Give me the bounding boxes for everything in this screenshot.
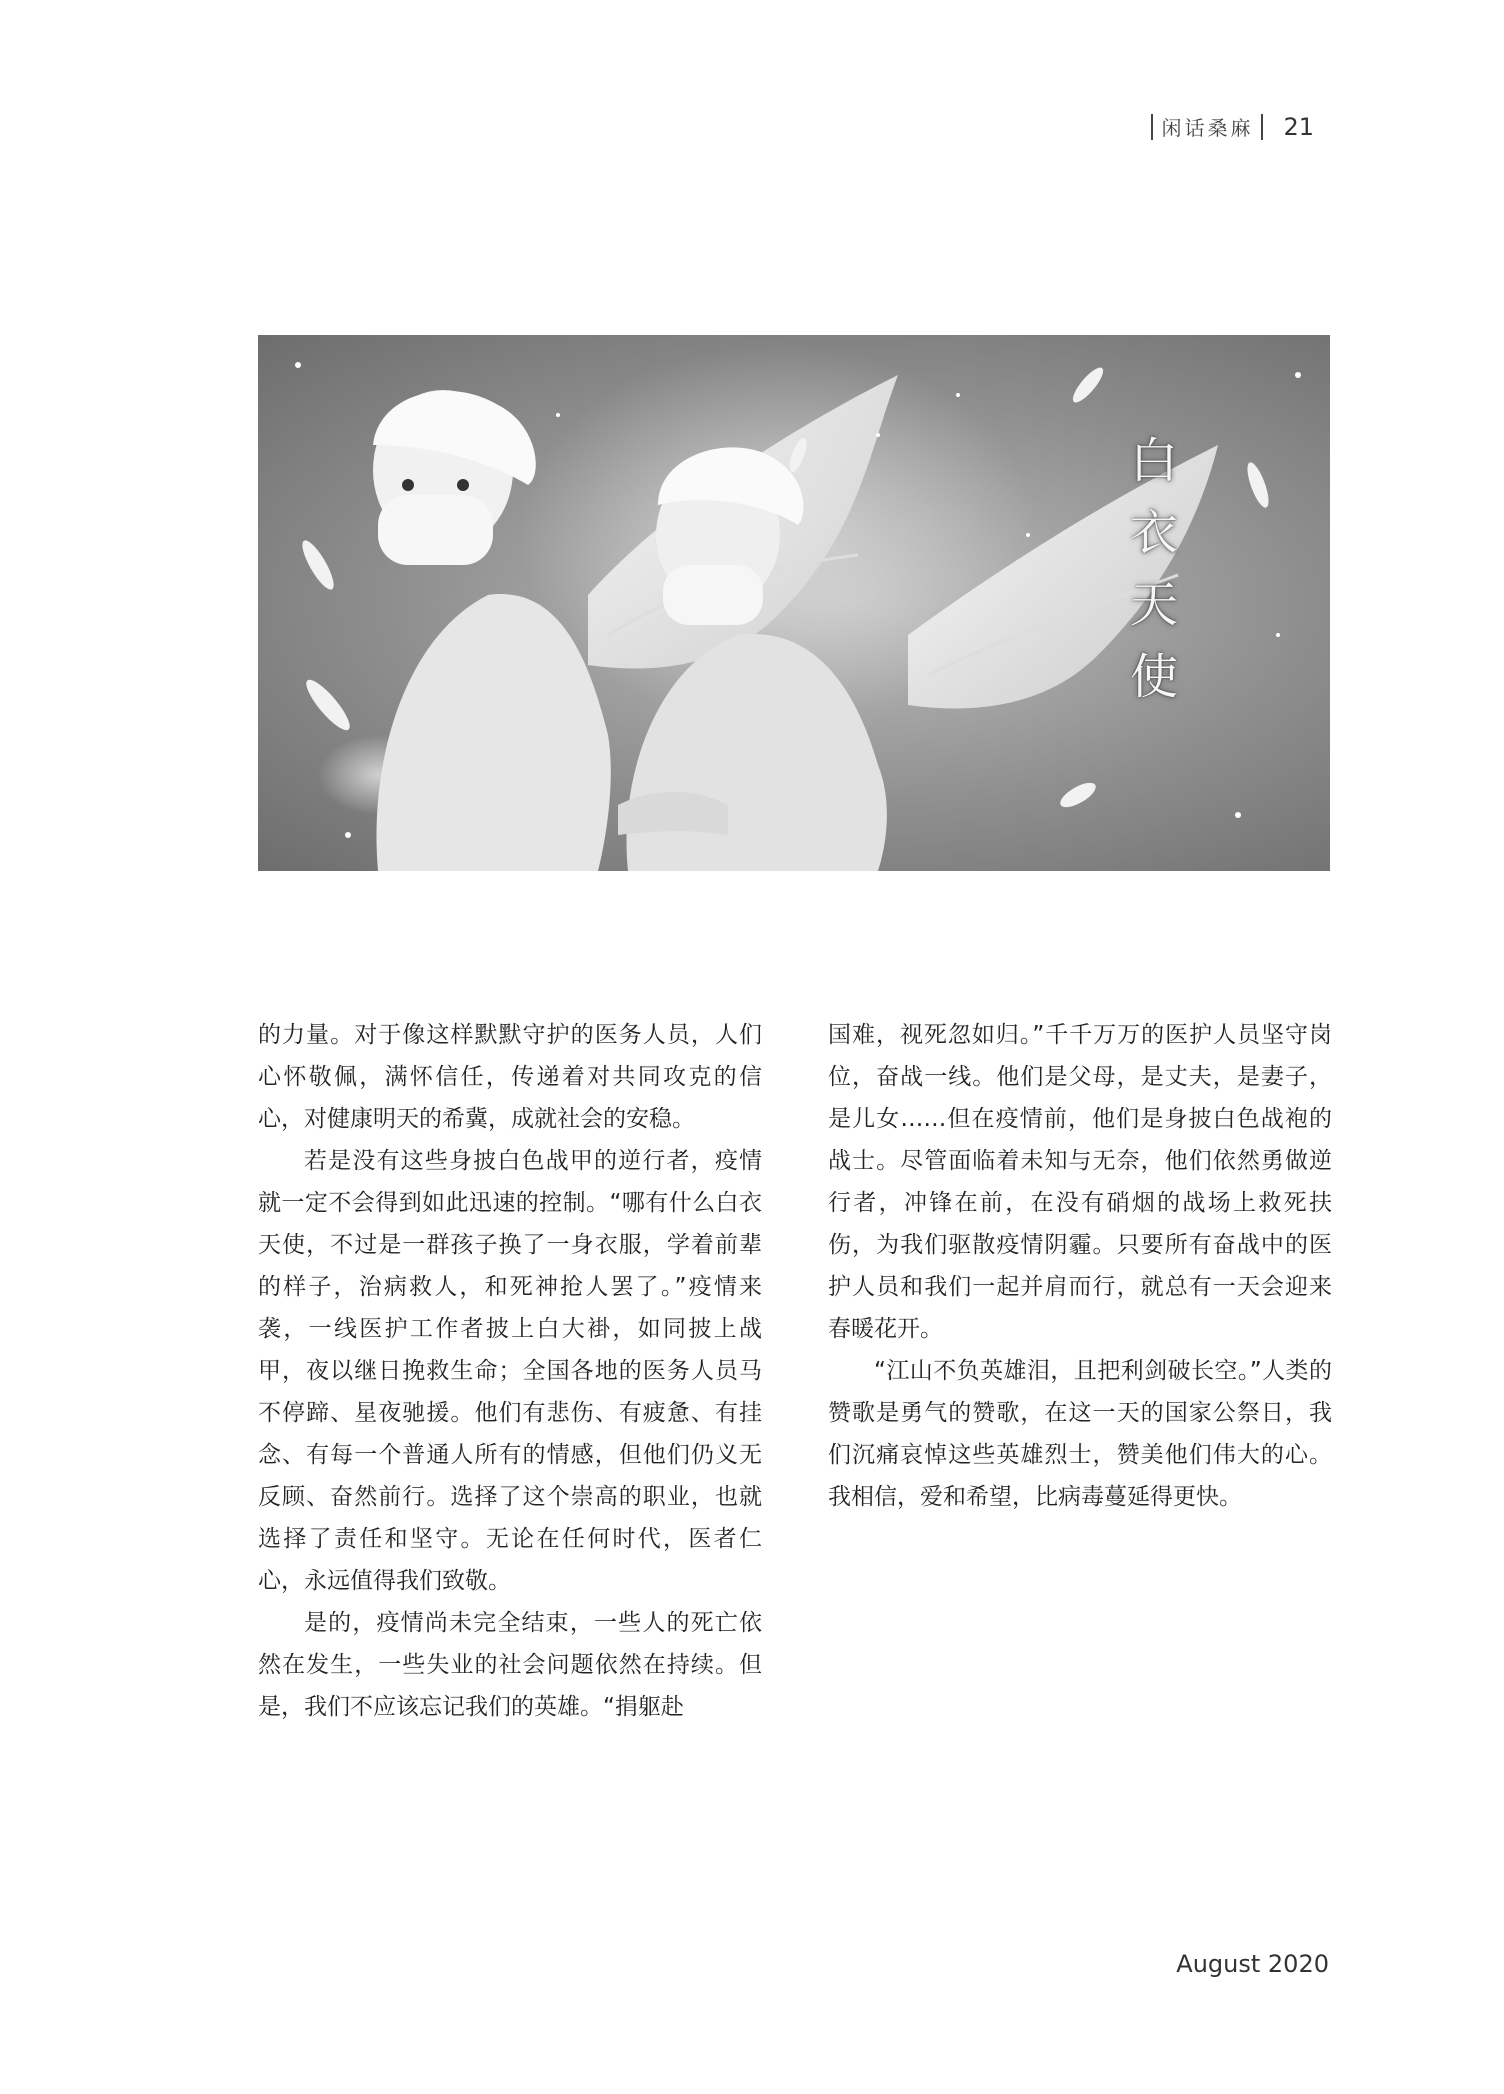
title-char: 使 [1129, 649, 1178, 705]
paragraph: 的力量。对于像这样默默守护的医务人员，人们心怀敬佩，满怀信任，传递着对共同攻克的信心，对健康明天的希冀，成就社会的安稳。 [258, 1022, 762, 1132]
header-divider [1151, 114, 1153, 140]
issue-date: August 2020 [1176, 1950, 1329, 1978]
text-column-left [258, 1014, 762, 1728]
text-column-right [828, 1014, 1332, 1518]
paragraph: 国难，视死忽如归。”千千万万的医护人员坚守岗位，奋战一线。他们是父母，是丈夫，是妻子，是儿女……但在疫情前，他们是身披白色战袍的战士。尽管面临着未知与无奈，他们依然勇做逆行者，冲锋在前，在没有硝烟的战场上救死扶伤，为我们驱散疫情阴霾。只要所有奋战中的医护人员和我们一起并肩而行，就总有一天会迎来春暖花开。 [828, 1022, 1332, 1342]
title-char: 衣 [1129, 505, 1178, 561]
page-number: 21 [1283, 112, 1314, 141]
header-divider [1261, 114, 1263, 140]
section-title: 闲话桑麻 [1161, 116, 1254, 140]
running-header [1151, 112, 1314, 141]
paragraph: 若是没有这些身披白色战甲的逆行者，疫情就一定不会得到如此迅速的控制。“哪有什么白衣天使，不过是一群孩子换了一身衣服，学着前辈的样子，治病救人，和死神抢人罢了。”疫情来袭，一线医护工作者披上白大褂，如同披上战甲，夜以继日挽救生命；全国各地的医务人员马不停蹄、星夜驰援。他们有悲伤、有疲惫、有挂念、有每一个普通人所有的情感，但他们仍义无反顾、奋然前行。选择了这个崇高的职业，也就选择了责任和坚守。无论在任何时代，医者仁心，永远值得我们致敬。 [258, 1148, 762, 1594]
paragraph: 是的，疫情尚未完全结束，一些人的死亡依然在发生，一些失业的社会问题依然在持续。但是，我们不应该忘记我们的英雄。“捐躯赴 [258, 1610, 762, 1720]
title-char: 白 [1129, 433, 1178, 489]
title-char: 天 [1129, 577, 1178, 633]
paragraph: “江山不负英雄泪，且把利剑破长空。”人类的赞歌是勇气的赞歌，在这一天的国家公祭日，我们沉痛哀悼这些英雄烈士，赞美他们伟大的心。我相信，爱和希望，比病毒蔓延得更快。 [828, 1358, 1332, 1510]
illustration-white-angels [258, 335, 1330, 871]
illustration-title [1128, 425, 1180, 713]
